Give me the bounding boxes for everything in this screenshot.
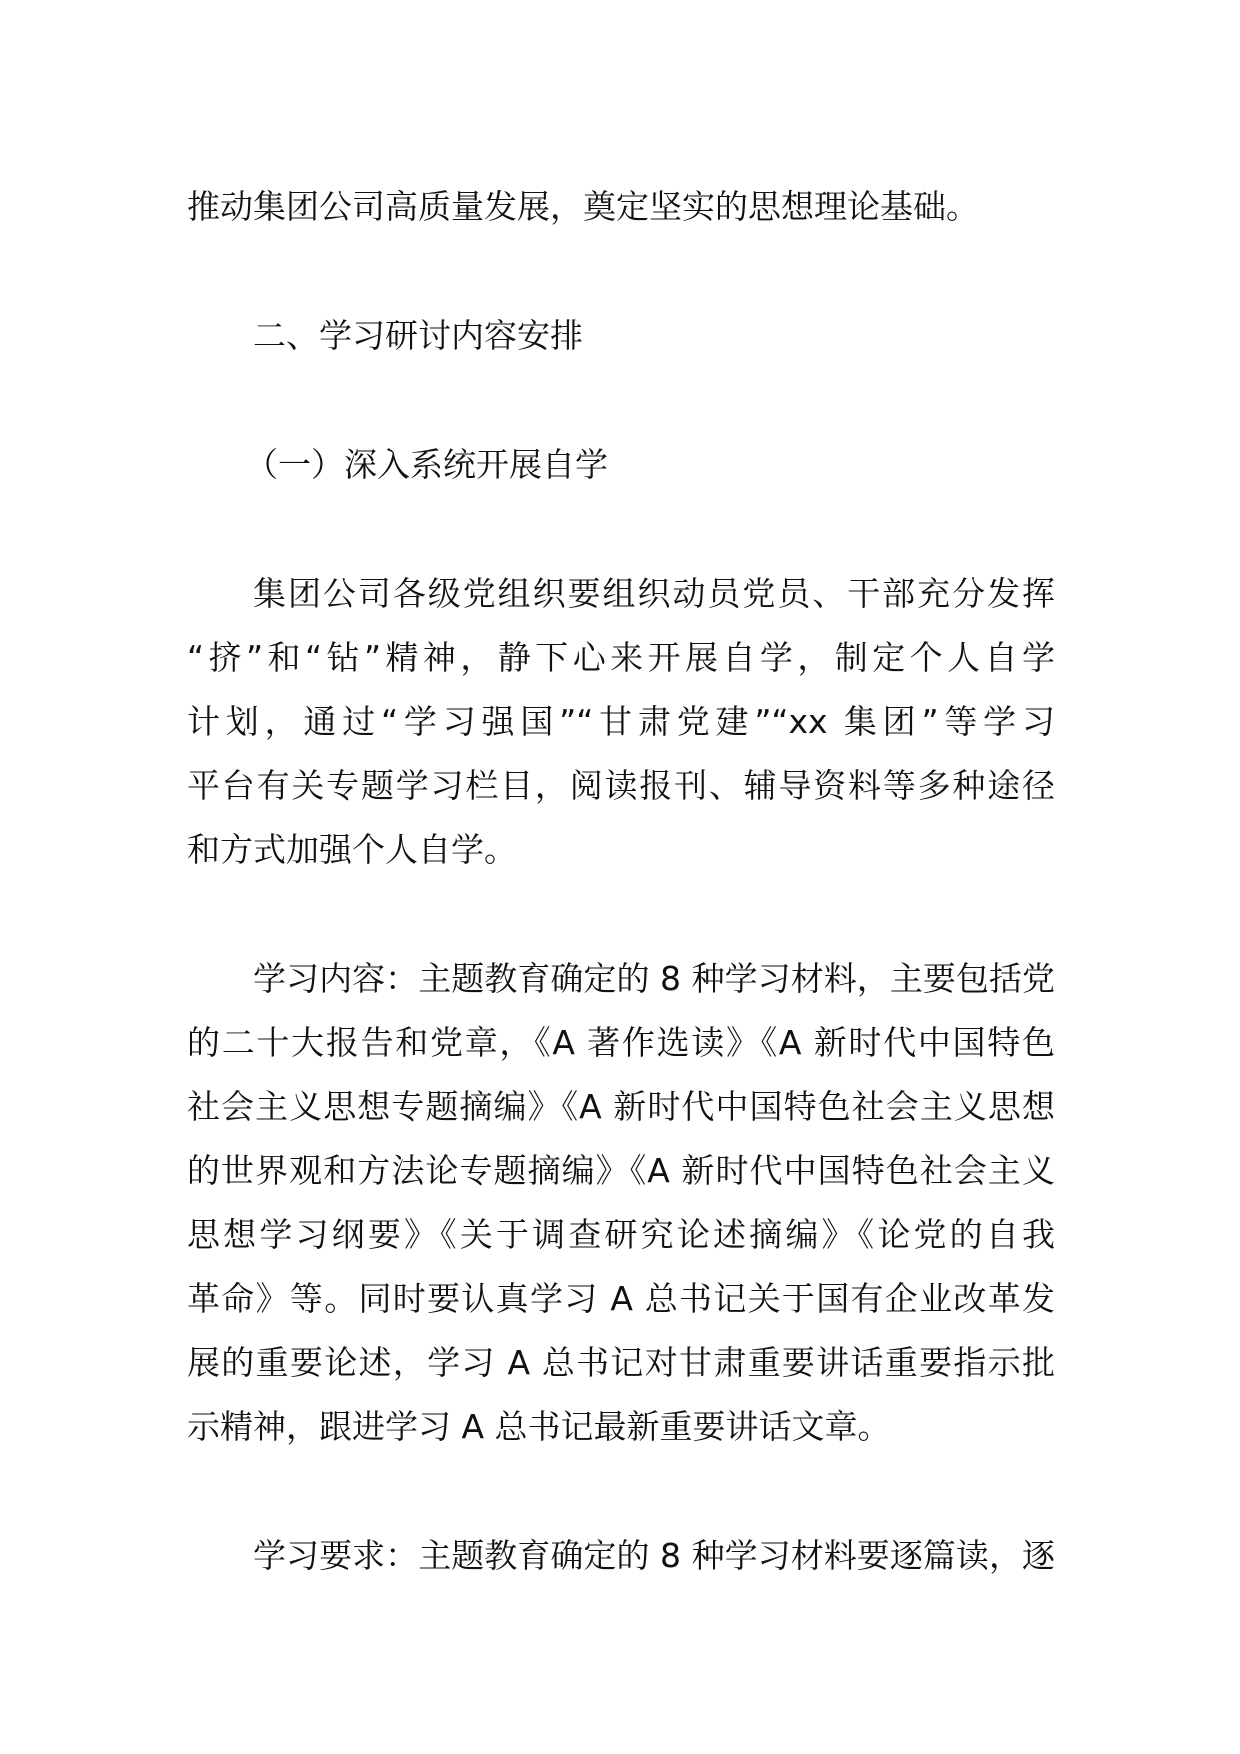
text-line: 革命》等。同时要认真学习 A 总书记关于国有企业改革发 [187,1279,1055,1318]
text-line: 的二十大报告和党章，《A 著作选读》《A 新时代中国特色 [187,1023,1055,1062]
text-line: 思想学习纲要》《关于调查研究论述摘编》《论党的自我 [187,1215,1055,1254]
text-line: 示精神，跟进学习 A 总书记最新重要讲话文章。 [187,1407,891,1446]
text-line: 推动集团公司高质量发展，奠定坚实的思想理论基础。 [187,187,979,226]
text-line: 学习内容：主题教育确定的 8 种学习材料，主要包括党 [253,959,1055,998]
text-line: 集团公司各级党组织要组织动员党员、干部充分发挥 [253,574,1055,613]
section-heading [187,304,1055,368]
paragraph-intro-continuation [187,175,1055,239]
subsection-heading [187,433,1055,497]
text-line: 的世界观和方法论专题摘编》《A 新时代中国特色社会主义 [187,1151,1055,1190]
paragraph-self-study [187,562,1055,882]
text-line: 平台有关专题学习栏目，阅读报刊、辅导资料等多种途径 [187,766,1055,805]
text-line: 二、学习研讨内容安排 [253,316,583,355]
text-line: 计划，通过“学习强国”“甘肃党建”“xx 集团”等学习 [187,702,1055,741]
document-body [187,175,1055,1588]
text-line: 学习要求：主题教育确定的 8 种学习材料要逐篇读，逐 [253,1536,1055,1575]
text-line: 和方式加强个人自学。 [187,830,517,869]
text-line: （一）深入系统开展自学 [245,445,608,484]
text-line: 展的重要论述，学习 A 总书记对甘肃重要讲话重要指示批 [187,1343,1055,1382]
paragraph-study-requirements [187,1524,1055,1588]
paragraph-study-content [187,947,1055,1459]
text-line: 社会主义思想专题摘编》《A 新时代中国特色社会主义思想 [187,1087,1055,1126]
text-line: “挤”和“钻”精神，静下心来开展自学，制定个人自学 [187,638,1055,677]
